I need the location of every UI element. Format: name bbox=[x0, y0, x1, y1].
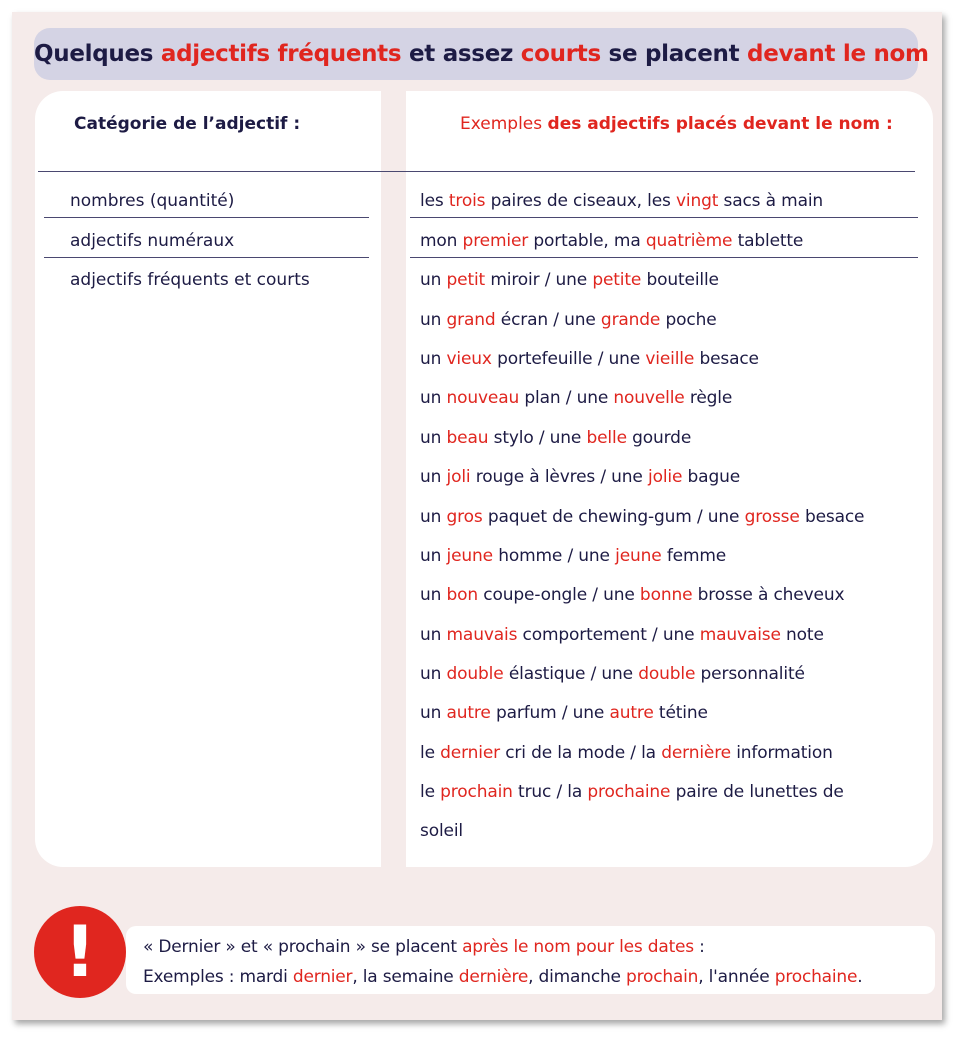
text-run: soleil bbox=[420, 821, 463, 841]
highlighted-word: dernier bbox=[292, 967, 353, 987]
text-run: un bbox=[420, 310, 447, 330]
text-run: mon bbox=[420, 231, 463, 251]
highlighted-word: grande bbox=[600, 310, 661, 330]
text-run: truc / la bbox=[512, 782, 588, 802]
example-line bbox=[420, 546, 726, 566]
highlighted-word: dernier bbox=[440, 743, 500, 763]
highlighted-word: mauvaise bbox=[699, 625, 781, 645]
example-line bbox=[420, 310, 717, 330]
text-run: stylo / une bbox=[488, 428, 587, 448]
text-run: comportement / une bbox=[517, 625, 700, 645]
highlighted-word: prochain bbox=[440, 782, 513, 802]
text-run: rouge à lèvres / une bbox=[470, 467, 648, 487]
highlighted-word: vingt bbox=[675, 191, 719, 211]
text-run: besace bbox=[694, 349, 759, 369]
text-run: bouteille bbox=[641, 270, 719, 290]
highlighted-word: bonne bbox=[639, 585, 693, 605]
row-divider-left-2 bbox=[44, 257, 369, 258]
text-run: le bbox=[420, 782, 441, 802]
title-bar bbox=[34, 28, 929, 80]
page-title: Quelques adjectifs fréquents et assez courts se placent devant le nom bbox=[34, 41, 929, 67]
text-run: portefeuille / une bbox=[491, 349, 646, 369]
example-line bbox=[420, 743, 833, 763]
highlighted-word: double bbox=[638, 664, 696, 684]
text-run: portable, ma bbox=[528, 231, 646, 251]
text-run: « Dernier » et « prochain » se placent bbox=[143, 937, 463, 957]
highlighted-word: mauvais bbox=[446, 625, 518, 645]
category-item: nombres (quantité) bbox=[70, 191, 235, 211]
category-item: adjectifs numéraux bbox=[70, 231, 235, 251]
text-run: paquet de chewing-gum / une bbox=[482, 507, 745, 527]
row-divider-right-2 bbox=[410, 257, 918, 258]
text-run: un bbox=[420, 546, 447, 566]
highlighted-word: prochain bbox=[626, 967, 699, 987]
text-run: paire de lunettes de bbox=[670, 782, 844, 802]
text-run: un bbox=[420, 388, 447, 408]
text-run: un bbox=[420, 349, 447, 369]
text-run: homme / une bbox=[492, 546, 616, 566]
text-run: paires de ciseaux, les bbox=[485, 191, 676, 211]
text-run: , la semaine bbox=[352, 967, 459, 987]
highlighted-word: trois bbox=[448, 191, 486, 211]
highlighted-word: gros bbox=[446, 507, 483, 527]
text-run: écran / une bbox=[495, 310, 601, 330]
example-line bbox=[420, 703, 708, 723]
example-line bbox=[420, 507, 864, 527]
text-run: un bbox=[420, 664, 447, 684]
text-run: Exemples : mardi bbox=[143, 967, 293, 987]
example-line bbox=[420, 664, 805, 684]
highlighted-word: beau bbox=[446, 428, 489, 448]
text-run: cri de la mode / la bbox=[499, 743, 662, 763]
example-line bbox=[420, 782, 844, 802]
row-divider-right-1 bbox=[410, 217, 918, 218]
example-line bbox=[420, 428, 691, 448]
text-run: un bbox=[420, 428, 447, 448]
note-line-2 bbox=[143, 967, 862, 987]
example-line bbox=[420, 231, 803, 251]
text-run: élastique / une bbox=[503, 664, 639, 684]
text-run: un bbox=[420, 467, 447, 487]
example-line bbox=[420, 388, 732, 408]
text-run: miroir / une bbox=[485, 270, 593, 290]
text-run: , dimanche bbox=[528, 967, 626, 987]
example-line bbox=[420, 625, 824, 645]
category-header: Catégorie de l’adjectif : bbox=[74, 114, 301, 134]
highlighted-word: après le nom pour les dates bbox=[462, 937, 694, 957]
header-divider bbox=[38, 171, 915, 172]
highlighted-word: prochaine bbox=[774, 967, 858, 987]
highlighted-word: petit bbox=[446, 270, 486, 290]
row-divider-left-1 bbox=[44, 217, 369, 218]
text-run: personnalité bbox=[695, 664, 805, 684]
highlighted-word: jeune bbox=[615, 546, 662, 566]
highlighted-word: jolie bbox=[648, 467, 683, 487]
text-run: brosse à cheveux bbox=[692, 585, 845, 605]
text-run: le bbox=[420, 743, 441, 763]
example-line bbox=[420, 821, 463, 841]
highlighted-word: nouveau bbox=[446, 388, 520, 408]
text-run: un bbox=[420, 270, 447, 290]
highlighted-word: double bbox=[446, 664, 504, 684]
example-line bbox=[420, 585, 844, 605]
highlighted-word: vieux bbox=[446, 349, 492, 369]
highlighted-word: grand bbox=[446, 310, 496, 330]
text-run: règle bbox=[684, 388, 733, 408]
text-run: : bbox=[693, 937, 705, 957]
text-run: parfum / une bbox=[490, 703, 610, 723]
text-run: femme bbox=[661, 546, 727, 566]
highlighted-word: autre bbox=[446, 703, 491, 723]
highlighted-word: vieille bbox=[645, 349, 695, 369]
highlighted-word: dernière bbox=[458, 967, 529, 987]
text-run: coupe-ongle / une bbox=[478, 585, 640, 605]
text-run: note bbox=[780, 625, 824, 645]
highlighted-word: jeune bbox=[446, 546, 493, 566]
text-run: , l'année bbox=[698, 967, 775, 987]
exclamation-icon: ! bbox=[64, 911, 96, 993]
example-line bbox=[420, 467, 740, 487]
highlighted-word: joli bbox=[446, 467, 471, 487]
text-run: poche bbox=[660, 310, 717, 330]
example-line bbox=[420, 270, 719, 290]
examples-header: Exemples des adjectifs placés devant le nom : bbox=[460, 114, 893, 134]
highlighted-word: prochaine bbox=[587, 782, 671, 802]
highlighted-word: dernière bbox=[661, 743, 731, 763]
warning-badge bbox=[34, 906, 126, 998]
note-line-1 bbox=[143, 937, 705, 957]
text-run: tablette bbox=[732, 231, 804, 251]
text-run: un bbox=[420, 703, 447, 723]
example-line bbox=[420, 349, 759, 369]
text-run: les bbox=[420, 191, 449, 211]
text-run: . bbox=[857, 967, 863, 987]
text-run: un bbox=[420, 507, 447, 527]
highlighted-word: quatrième bbox=[645, 231, 733, 251]
highlighted-word: nouvelle bbox=[613, 388, 685, 408]
highlighted-word: grosse bbox=[744, 507, 800, 527]
highlighted-word: belle bbox=[586, 428, 627, 448]
highlighted-word: petite bbox=[592, 270, 642, 290]
text-run: plan / une bbox=[519, 388, 614, 408]
text-run: un bbox=[420, 585, 447, 605]
text-run: sacs à main bbox=[718, 191, 824, 211]
highlighted-word: premier bbox=[462, 231, 529, 251]
text-run: information bbox=[730, 743, 833, 763]
highlighted-word: bon bbox=[446, 585, 479, 605]
text-run: bague bbox=[682, 467, 741, 487]
highlighted-word: autre bbox=[609, 703, 654, 723]
text-run: tétine bbox=[653, 703, 708, 723]
category-item: adjectifs fréquents et courts bbox=[70, 270, 310, 290]
text-run: gourde bbox=[626, 428, 692, 448]
text-run: besace bbox=[799, 507, 865, 527]
text-run: un bbox=[420, 625, 447, 645]
example-line bbox=[420, 191, 823, 211]
